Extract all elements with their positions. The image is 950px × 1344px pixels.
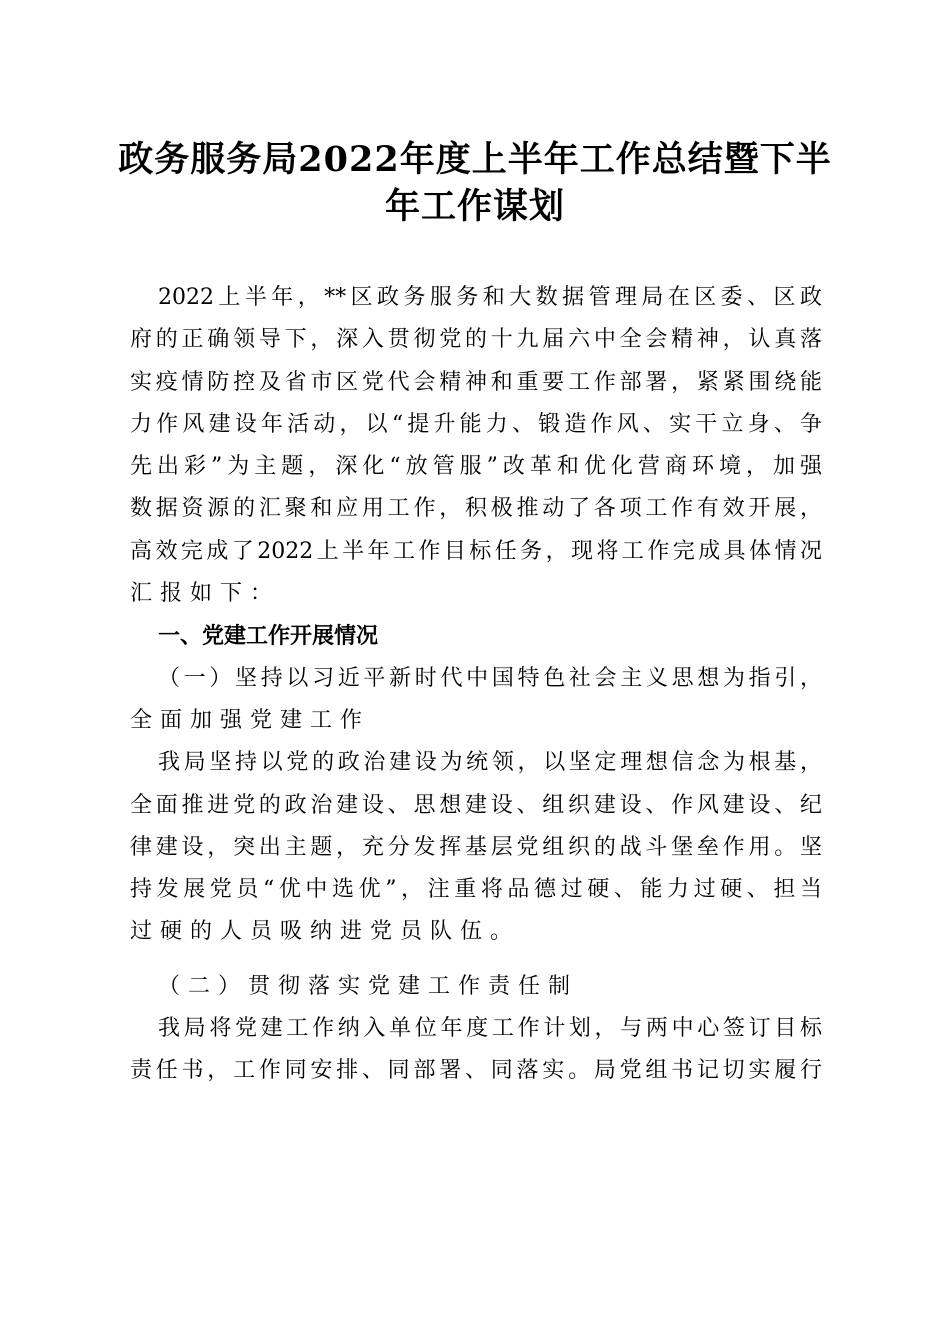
subheading-1: 全面加强党建工作 [130,707,371,733]
document-body [130,277,822,1093]
document-title-line-1: 政务服务局2022年度上半年工作总结暨下半 [118,139,832,180]
section-heading-1: 一、党建工作开展情况 [158,623,379,650]
intro-line: 2022上半年，**区政务服务和大数据管理局在区委、区政 [158,285,822,310]
intro-line: 实疫情防控及省市区党代会精神和重要工作部署，紧紧围绕能 [130,369,822,395]
intro-line: 数据资源的汇聚和应用工作，积极推动了各项工作有效开展， [130,496,822,522]
intro-line: 府的正确领导下，深入贯彻党的十九届六中全会精神，认真落 [130,327,822,353]
intro-line: 高效完成了2022上半年工作目标任务，现将工作完成具体情况 [130,538,822,564]
paragraph-line: 我局将党建工作纳入单位年度工作计划，与两中心签订目标 [158,1016,822,1042]
subheading-1: （一）坚持以习近平新时代中国特色社会主义思想为指引， [158,665,822,691]
paragraph-line: 全面推进党的政治建设、思想建设、组织建设、作风建设、纪 [130,792,822,818]
subheading-2: （二）贯彻落实党建工作责任制 [158,973,579,999]
paragraph-line: 律建设，突出主题，充分发挥基层党组织的战斗堡垒作用。坚 [130,834,822,860]
intro-line: 先出彩”为主题，深化“放管服”改革和优化营商环境，加强 [130,454,822,480]
intro-line: 汇报如下： [130,581,281,607]
document-title-line-2: 年工作谋划 [384,186,565,227]
intro-line: 力作风建设年活动，以“提升能力、锻造作风、实干立身、争 [130,411,822,437]
paragraph-line: 责任书，工作同安排、同部署、同落实。局党组书记切实履行 [130,1058,822,1084]
paragraph-line: 持发展党员“优中选优”，注重将品德过硬、能力过硬、担当 [130,877,822,903]
paragraph-line: 过硬的人员吸纳进党员队伍。 [130,919,521,945]
paragraph-line: 我局坚持以党的政治建设为统领，以坚定理想信念为根基， [158,750,822,776]
